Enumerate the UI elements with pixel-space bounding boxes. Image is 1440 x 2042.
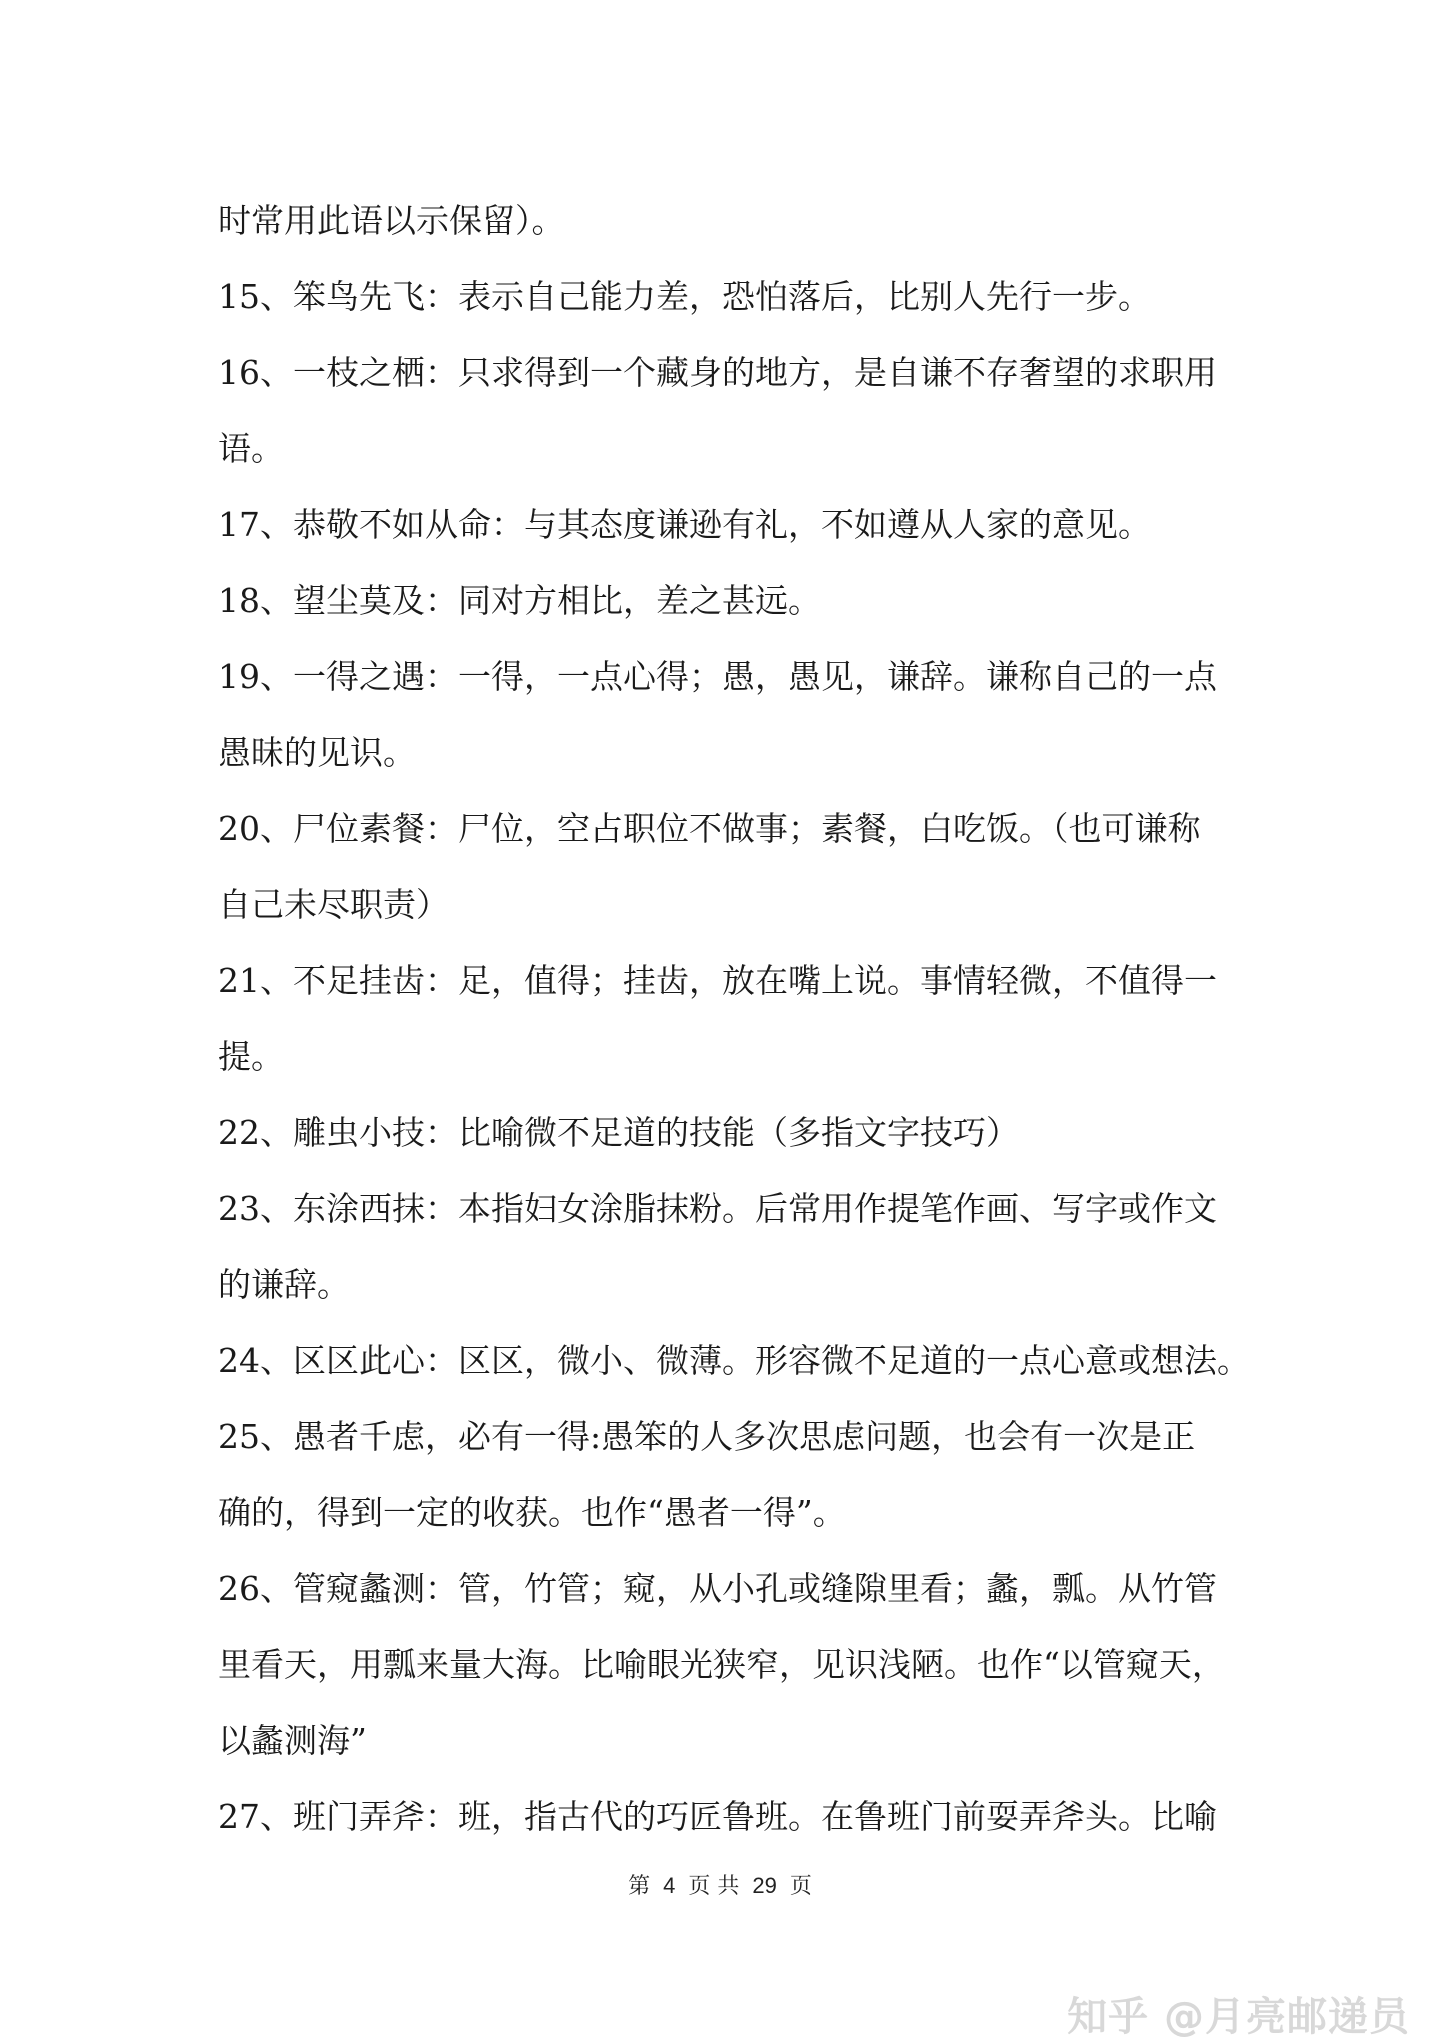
text-line: 愚昧的见识。 [218,733,416,772]
text-line: 24、区区此心：区区，微小、微薄。形容微不足道的一点心意或想法。 [218,1341,1250,1380]
text-line: 17、恭敬不如从命：与其态度谦逊有礼，不如遵从人家的意见。 [218,505,1151,544]
text-line: 25、愚者千虑，必有一得:愚笨的人多次思虑问题，也会有一次是正 [218,1417,1196,1456]
total-pages: 29 [752,1873,777,1898]
text-line: 26、管窥蠡测：管，竹管；窥，从小孔或缝隙里看；蠡，瓢。从竹管 [218,1569,1217,1608]
text-line: 19、一得之遇：一得，一点心得；愚，愚见，谦辞。谦称自己的一点 [218,657,1217,696]
text-line: 提。 [218,1037,284,1076]
page-footer [0,1869,1440,1900]
text-line: 21、不足挂齿：足，值得；挂齿，放在嘴上说。事情轻微，不值得一 [218,961,1217,1000]
text-line: 语。 [218,429,284,468]
text-line: 的谦辞。 [218,1265,350,1304]
text-line: 15、笨鸟先飞：表示自己能力差，恐怕落后，比别人先行一步。 [218,277,1151,316]
text-line: 确的，得到一定的收获。也作“愚者一得”。 [218,1493,846,1532]
text-line: 27、班门弄斧：班，指古代的巧匠鲁班。在鲁班门前耍弄斧头。比喻 [218,1797,1217,1836]
text-line: 以蠡测海” [218,1721,367,1760]
text-line: 16、一枝之栖：只求得到一个藏身的地方，是自谦不存奢望的求职用 [218,353,1217,392]
footer-suffix: 页 [789,1874,812,1899]
page-number: 4 [663,1873,676,1898]
text-line: 18、望尘莫及：同对方相比，差之甚远。 [218,581,821,620]
footer-middle: 页 共 [688,1874,740,1899]
watermark: 知乎 @月亮邮递员 [1067,1994,1410,2040]
text-line: 23、东涂西抹：本指妇女涂脂抹粉。后常用作提笔作画、写字或作文 [218,1189,1217,1228]
footer-prefix: 第 [628,1874,651,1899]
text-line: 自己未尽职责） [218,885,449,924]
document-body [218,183,1250,1855]
text-line: 里看天，用瓢来量大海。比喻眼光狭窄，见识浅陋。也作“以管窥天， [218,1645,1225,1684]
text-line: 22、雕虫小技：比喻微不足道的技能（多指文字技巧） [218,1113,1019,1152]
text-line: 20、尸位素餐：尸位，空占职位不做事；素餐，白吃饭。（也可谦称 [218,809,1201,848]
text-line: 时常用此语以示保留）。 [218,201,565,240]
